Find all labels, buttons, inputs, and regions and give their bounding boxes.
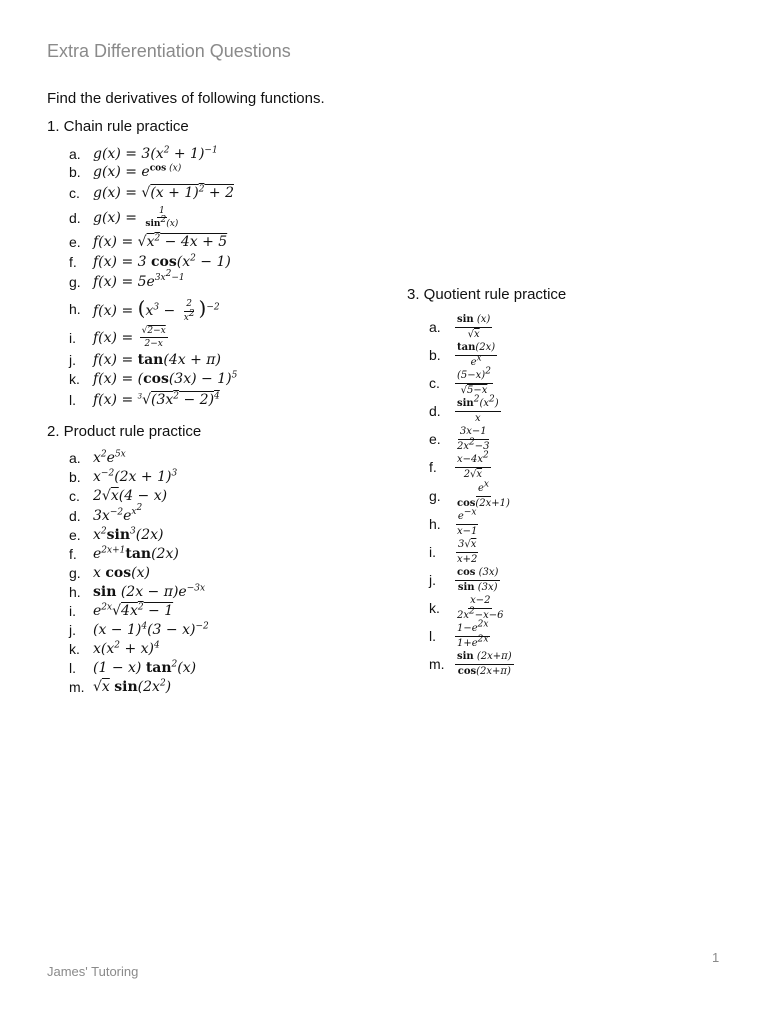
item-label: b. (69, 469, 81, 485)
math-expression: $\frac{\cos (3x)}{\sin (3x)}$ (457, 567, 499, 593)
list-item (69, 254, 231, 270)
list-item (69, 371, 237, 387)
math-expression: $g(x) = 3(x^2 + 1)^{-1}$ (93, 145, 218, 162)
item-label: k. (69, 371, 80, 387)
math-expression: 2√x(4 − x) (93, 488, 168, 504)
list-item (69, 679, 171, 695)
list-item (69, 622, 209, 638)
list-item (429, 651, 516, 677)
list-item (69, 565, 150, 581)
math-expression: $g(x) = √(x + 1)^2 + 2$ (93, 184, 234, 201)
quotient-rule-list (429, 310, 729, 690)
math-expression: $\sin (2x - \pi)e^{-3x}$ (93, 583, 206, 600)
page-number: 1 (712, 950, 720, 965)
math-expression: $\frac{3√x}{x+2}$ (457, 539, 478, 565)
item-label: l. (69, 392, 76, 408)
math-expression: $\frac{\sin (2x+\pi)}{\cos(2x+\pi)}$ (457, 651, 512, 677)
item-label: h. (69, 584, 81, 600)
math-expression: $x(x^2 + x)^4$ (93, 640, 160, 657)
item-label: f. (69, 546, 77, 562)
math-expression: $\frac{e^x}{\cos(2x+1)}$ (457, 479, 510, 509)
math-expression: $\frac{e^{-x}}{x-1}$ (457, 507, 478, 537)
list-item (69, 164, 181, 180)
math-expression: $x^{-2}(2x + 1)^3$ (93, 468, 178, 485)
item-label: g. (69, 274, 81, 290)
item-label: c. (69, 185, 80, 201)
item-label: i. (429, 544, 436, 560)
item-label: b. (429, 347, 441, 363)
item-label: i. (69, 329, 76, 346)
list-item (69, 641, 160, 657)
list-item (429, 595, 508, 621)
item-label: b. (69, 164, 81, 180)
math-expression: $\frac{\sin^2(x^2)}{x}$ (457, 394, 499, 424)
math-expression: $\frac{\tan(2x)}{e^x}$ (457, 342, 496, 368)
item-label: g. (69, 565, 81, 581)
item-label: h. (69, 301, 81, 318)
list-item (69, 269, 185, 290)
math-expression: $x^2e^{5x}$ (93, 449, 126, 466)
math-expression: f(x) = $\frac{√2-x}{2-x}$ (93, 326, 166, 350)
math-expression: $\frac{3x-1}{2x^2-3}$ (457, 426, 490, 452)
math-expression: $\frac{1-e^{2x}}{1+e^{2x}}$ (457, 619, 489, 649)
math-expression: $\frac{x-2}{2x^2-x-6}$ (457, 595, 504, 621)
list-item (429, 619, 492, 649)
list-item (429, 539, 481, 565)
math-expression: $x^2\sin^3(2x)$ (93, 526, 164, 543)
math-expression: $f(x) = 5e^{3x^2-1}$ (93, 269, 185, 290)
item-label: f. (429, 459, 437, 475)
math-expression: x cos(x) (93, 565, 150, 581)
math-expression: $f(x) = (\cos(3x) - 1)^5$ (93, 370, 238, 387)
math-expression: g(x) = $\frac{1}{\sin^2(x)}$ (93, 206, 179, 230)
item-label: g. (429, 488, 441, 504)
chain-rule-list (69, 140, 389, 420)
footer-brand: James' Tutoring (47, 964, 139, 979)
list-item (69, 206, 182, 230)
item-label: m. (429, 656, 445, 672)
item-label: d. (69, 209, 81, 226)
item-label: c. (429, 375, 440, 391)
section-title-chain-rule: 1. Chain rule practice (47, 118, 189, 135)
instructions: Find the derivatives of following functions. (47, 90, 325, 107)
math-expression: $3x^{-2}e^{x^2}$ (93, 503, 143, 524)
section-title-product-rule: 2. Product rule practice (47, 423, 202, 440)
list-item (69, 603, 173, 619)
item-label: i. (69, 603, 76, 619)
math-expression: $\frac{x-4x^2}{2√x}$ (457, 450, 489, 480)
list-item (69, 660, 196, 676)
item-label: a. (69, 450, 81, 466)
math-expression: f(x) = tan(4x + π) (93, 352, 221, 368)
math-expression: $g(x) = e^{cos (x)}$ (93, 163, 182, 180)
list-item (69, 234, 227, 250)
math-expression: $f(x) = √x^2 - 4x + 5$ (93, 233, 228, 250)
math-expression: $e^{2x+1}\tan(2x)$ (93, 545, 179, 562)
math-expression: $f(x) = ^3√(3x^2 - 2)^4$ (93, 391, 220, 408)
list-item (69, 450, 126, 466)
list-item (429, 426, 494, 452)
item-label: j. (429, 572, 436, 588)
list-item (429, 366, 495, 396)
math-expression: $(x - 1)^4(3 - x)^{-2}$ (93, 621, 209, 638)
list-item (429, 314, 494, 340)
item-label: l. (429, 628, 436, 644)
math-expression: f(x) = 3 $\cos(x^2 - 1)$ (93, 253, 231, 270)
item-label: e. (69, 234, 81, 250)
list-item (69, 185, 234, 201)
section-title-quotient-rule: 3. Quotient rule practice (407, 286, 567, 303)
item-label: d. (429, 403, 441, 419)
item-label: k. (69, 641, 80, 657)
product-rule-list (69, 446, 389, 706)
list-item (429, 342, 499, 368)
item-label: k. (429, 600, 440, 616)
list-item (69, 503, 143, 524)
list-item (69, 296, 220, 323)
page-title: Extra Differentiation Questions (47, 41, 291, 61)
item-label: h. (429, 516, 441, 532)
list-item (69, 488, 167, 504)
math-expression: (1 − x) $\tan^2(x)$ (93, 659, 197, 676)
math-expression: $\frac{(5-x)^2}{√5-x}$ (457, 366, 491, 396)
list-item (69, 527, 164, 543)
item-label: e. (69, 527, 81, 543)
item-label: l. (69, 660, 76, 676)
list-item (69, 469, 177, 485)
list-item (69, 146, 218, 162)
list-item (69, 352, 221, 368)
math-expression: $f(x) = (x^3$ − $\frac{2}{x^2}$ )$^{-2}$ (93, 296, 220, 323)
item-label: m. (69, 679, 85, 695)
math-expression: $\frac{\sin (x)}{√x}$ (457, 314, 491, 340)
item-label: j. (69, 352, 76, 368)
item-label: j. (69, 622, 76, 638)
item-label: e. (429, 431, 441, 447)
item-label: a. (69, 146, 81, 162)
item-label: a. (429, 319, 441, 335)
item-label: f. (69, 254, 77, 270)
item-label: d. (69, 508, 81, 524)
math-expression: $e^{2x}√4x^2 - 1$ (93, 602, 174, 619)
list-item (69, 392, 220, 408)
list-item (69, 546, 179, 562)
list-item (429, 450, 493, 480)
list-item (429, 507, 481, 537)
math-expression: √x $\sin(2x^2)$ (93, 678, 172, 695)
list-item (429, 567, 502, 593)
list-item (69, 584, 205, 600)
list-item (69, 326, 170, 350)
list-item (429, 479, 514, 509)
item-label: c. (69, 488, 80, 504)
list-item (429, 394, 503, 424)
